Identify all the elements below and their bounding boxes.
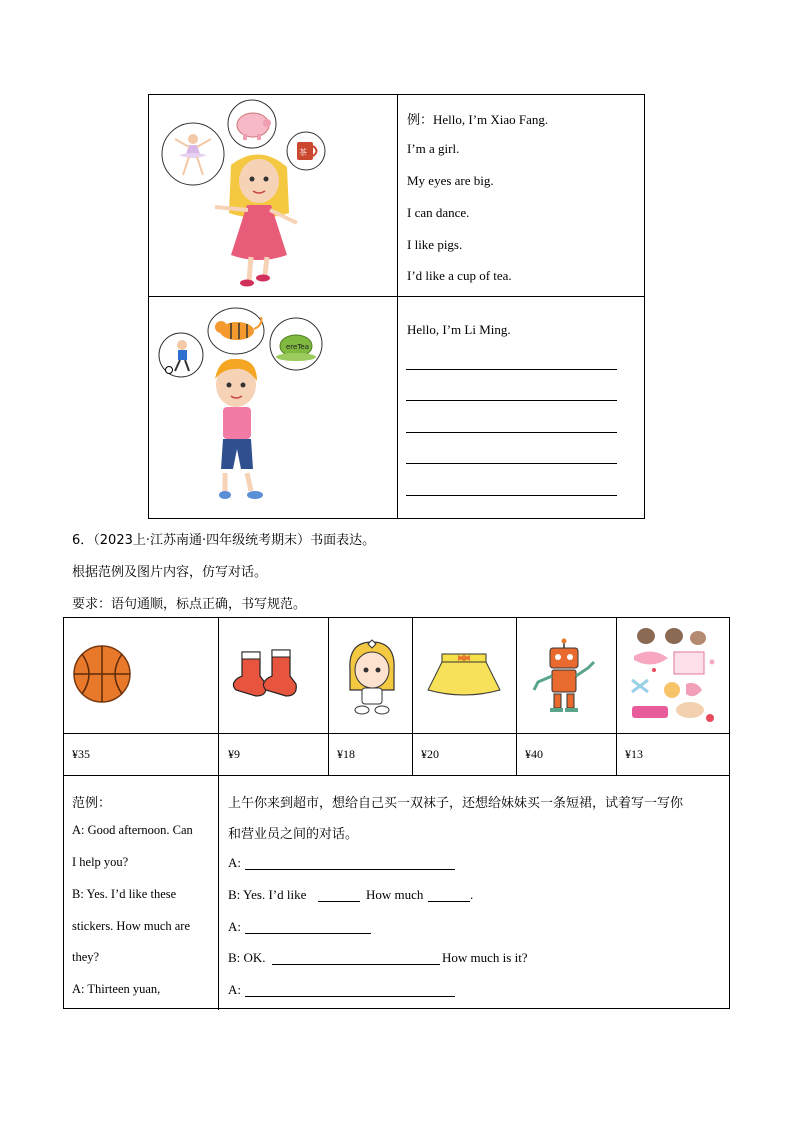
writing-blank[interactable]: [406, 400, 617, 401]
price-socks: ¥9: [228, 747, 240, 761]
boy-picture-cell: [149, 297, 398, 519]
example-line: I’d like a cup of tea.: [407, 268, 512, 283]
question-instruction: 根据范例及图片内容，仿写对话。: [72, 565, 268, 580]
example-line: 例：Hello, I’m Xiao Fang.: [407, 112, 549, 127]
example-line: A: Good afternoon. Can: [72, 823, 193, 837]
writing-blank[interactable]: [406, 432, 617, 433]
shopping-table: [63, 617, 730, 1009]
dialogue-a1: A:: [228, 855, 241, 870]
svg-text:ereTea: ereTea: [286, 343, 310, 351]
doll-icon: [340, 638, 404, 716]
stickers-icon: [624, 622, 720, 730]
blank-b2[interactable]: [272, 964, 440, 965]
price-robot: ¥40: [525, 747, 543, 761]
price-stickers: ¥13: [625, 747, 643, 761]
dialogue-a3: A:: [228, 982, 241, 997]
writing-blank[interactable]: [406, 495, 617, 496]
task-intro: Hello, I’m Li Ming.: [407, 322, 511, 337]
girl-illustration-icon: [149, 95, 398, 297]
example-row: [149, 95, 644, 297]
dialogue-a2: A:: [228, 919, 241, 934]
svg-text:茶: 茶: [299, 148, 307, 157]
example-line: I like pigs.: [407, 237, 463, 252]
example-text-cell: [398, 95, 645, 296]
dialogue-b1-start: B: Yes. I’d like: [228, 887, 307, 902]
socks-icon: [230, 646, 310, 702]
example-label: 范例：: [72, 796, 112, 811]
blank-a3[interactable]: [245, 996, 455, 997]
example-line: My eyes are big.: [407, 173, 494, 188]
task-prompt: 和营业员之间的对话。: [228, 827, 359, 842]
price-basketball: ¥35: [72, 747, 90, 761]
writing-table-1: [148, 94, 645, 519]
blank-b1-item[interactable]: [318, 901, 360, 902]
example-line: A: Thirteen yuan,: [72, 982, 161, 996]
dialogue-b1-end: .: [470, 887, 474, 902]
blank-a1[interactable]: [245, 869, 455, 870]
skirt-icon: [424, 652, 504, 700]
example-line: they?: [72, 950, 100, 964]
example-line: I can dance.: [407, 205, 470, 220]
robot-icon: [524, 638, 604, 716]
example-line: B: Yes. I’d like these: [72, 887, 177, 901]
basketball-icon: [72, 644, 132, 704]
example-line: I help you?: [72, 855, 129, 869]
question-title: 6．（2023上·江苏南通·四年级统考期末）书面表达。: [72, 533, 376, 548]
question-requirement: 要求：语句通顺，标点正确，书写规范。: [72, 597, 307, 612]
dialogue-b2-start: B: OK.: [228, 950, 266, 965]
dialogue-b2-end: How much is it?: [442, 950, 528, 965]
example-line: I’m a girl.: [407, 141, 460, 156]
girl-picture-cell: [149, 95, 398, 296]
boy-illustration-icon: [149, 297, 398, 519]
blank-b1-how-much[interactable]: [428, 901, 470, 902]
example-line: stickers. How much are: [72, 919, 191, 933]
writing-blank[interactable]: [406, 463, 617, 464]
task-row: [149, 297, 644, 519]
task-prompt: 上午你来到超市，想给自己买一双袜子，还想给妹妹买一条短裙，试着写一写你: [228, 796, 684, 811]
blank-a2[interactable]: [245, 933, 371, 934]
dialogue-b1-mid: How much: [366, 887, 424, 902]
writing-blank[interactable]: [406, 369, 617, 370]
price-doll: ¥18: [337, 747, 355, 761]
task-text-cell: [398, 297, 645, 519]
price-skirt: ¥20: [421, 747, 439, 761]
